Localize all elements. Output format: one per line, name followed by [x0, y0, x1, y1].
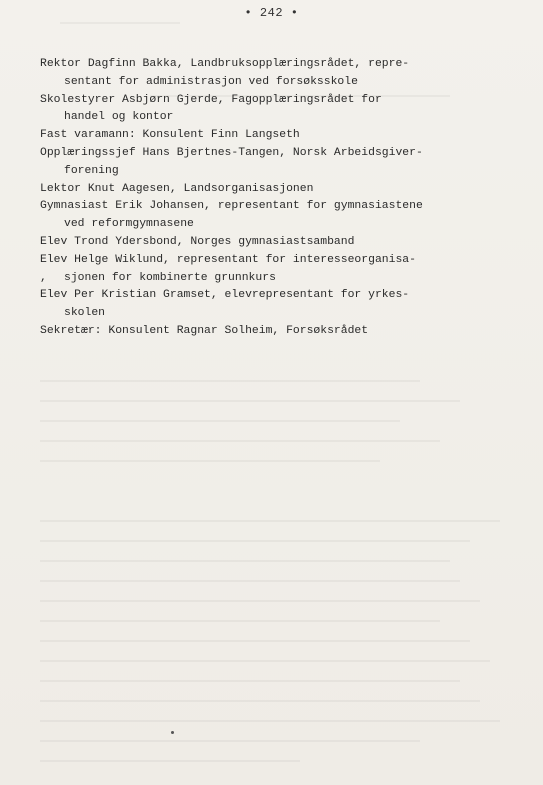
- page-number: • 242 •: [244, 6, 299, 20]
- entry-continuation-text: sjonen for kombinerte grunnkurs: [64, 271, 276, 284]
- list-item: [0, 198, 543, 234]
- entry-continuation: [0, 270, 543, 288]
- entry-continuation: sentant for administrasjon ved forsøksskole: [64, 75, 358, 88]
- list-item: [0, 181, 543, 199]
- entry-line: Gymnasiast Erik Johansen, representant for gymnasiastene: [40, 200, 423, 213]
- list-item: [0, 92, 543, 128]
- list-item: [0, 56, 543, 92]
- list-item: [0, 252, 543, 288]
- entry-continuation: skolen: [64, 307, 106, 320]
- entry-line: Lektor Knut Aagesen, Landsorganisasjonen: [40, 182, 314, 195]
- entry-line: Elev Helge Wiklund, representant for interesseorganisa-: [40, 253, 416, 266]
- entry-line: Rektor Dagfinn Bakka, Landbruksopplæringsrådet, repre-: [40, 58, 410, 70]
- entry-continuation: forening: [64, 164, 119, 177]
- entry-line: Elev Per Kristian Gramset, elevrepresentant for yrkes-: [40, 289, 410, 302]
- entry-line: Skolestyrer Asbjørn Gjerde, Fagopplæringsrådet for: [40, 93, 382, 106]
- ink-dot: [171, 731, 174, 734]
- list-item: [0, 323, 543, 341]
- entry-continuation: ved reformgymnasene: [64, 218, 194, 231]
- list-item: [0, 127, 543, 145]
- list-item: [0, 287, 543, 323]
- list-item: [0, 145, 543, 181]
- entry-continuation: handel og kontor: [64, 111, 174, 124]
- stray-comma-mark: ,: [40, 271, 47, 284]
- entry-line: Opplæringssjef Hans Bjertnes-Tangen, Norsk Arbeidsgiver-: [40, 146, 423, 159]
- entry-line: Sekretær: Konsulent Ragnar Solheim, Forsøksrådet: [40, 324, 369, 337]
- entry-line: Elev Trond Ydersbond, Norges gymnasiastsamband: [40, 235, 355, 248]
- entry-line: Fast varamann: Konsulent Finn Langseth: [40, 129, 300, 142]
- list-item: [0, 234, 543, 252]
- member-list: [0, 56, 543, 341]
